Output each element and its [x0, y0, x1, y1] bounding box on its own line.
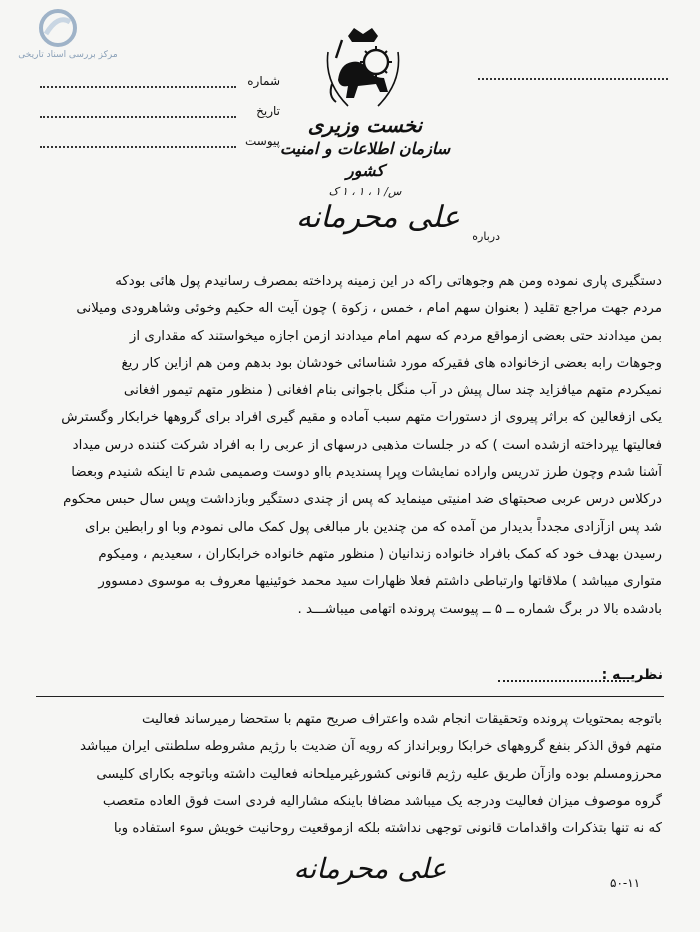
subject-label: درباره — [472, 230, 500, 243]
subject-value: علی محرمانه — [295, 200, 460, 235]
reference-fields — [40, 70, 280, 160]
archive-watermark — [8, 4, 128, 64]
organization-header — [260, 112, 470, 202]
body-text — [38, 268, 662, 623]
dotted-line — [40, 146, 236, 148]
body-line: فعالیتها یپرداخته ازشده است ) که در جلسات مذهبی درسهای از عربی را به افراد شرکت کننده درس میداد — [72, 437, 662, 453]
lion-and-sun-emblem-icon — [318, 22, 408, 112]
opinion-heading — [498, 667, 663, 683]
body-line: بادشده بالا در برگ شماره ــ ۵ ــ پیوست پرونده اتهامی میباشـــد . — [297, 601, 662, 617]
body-line: آشنا شدم وچون طرز تدریس واراده نمایشات وپرا پسندیدم بااو دوست وصمیمی شدم تا اینکه شنیدم وبعضا — [71, 465, 662, 481]
archive-logo-icon — [38, 8, 78, 48]
opinion-line: گروه موصوف میزان فعالیت ودرجه یک میباشد مضافا باینکه مشارالیه فردی است فوق العاده متعصب — [102, 793, 662, 809]
attachment-label: پیوست — [245, 134, 280, 148]
org-line-2: سازمان اطلاعات و امنیت کشور — [279, 139, 451, 180]
body-line: رسیدن بهدف خود که کمک بافراد خانواده زندانیان ( منظور متهم خانواده خرابکاران ، سعیدیم ، ومیکوم — [98, 546, 662, 562]
body-line: نمیکردم متهم میافزاید چند سال پیش در آب منگل باجوانی بنام افغانی ( منظور متهم تیمور افغانی — [123, 383, 662, 399]
dotted-line — [498, 680, 629, 682]
opinion-line: متهم فوق الذکر بنفع گروههای خرابکا روبرانداز که رویه آن ضدیت با رژیم مشروطه سلطنتی ایران میباشد — [80, 739, 662, 755]
dotted-line — [40, 116, 236, 118]
number-field — [40, 70, 280, 100]
body-line: درکلاس درس عربی صحبتهای ضد امنیتی مینماید که پس از چندی دستگیر وبازداشت وپس سال حبس محکوم — [63, 492, 662, 508]
body-line: دستگیری پاری نموده ومن هم وجوهاتی راکه در این زمینه پرداخته بمصرف رسانیدم پول هائی بودکه — [115, 274, 662, 289]
top-right-dotted-line — [478, 78, 668, 80]
body-line: متواری میباشد ) ملاقاتها وارتباطی داشتم فعلا ظهارات سید محمد خوئینیها معروف به موسوی دمسوور — [98, 574, 662, 590]
opinion-line: باتوجه بمحتویات پرونده وتحقیقات انجام شده واعتراف صریح متهم با ستحضا رمیرساند فعالیت — [141, 712, 662, 727]
org-code: س/ ۱ ، ۱ ، ۱ ک — [328, 185, 402, 198]
section-divider — [36, 696, 664, 697]
org-line-1: نخست وزیری — [307, 113, 423, 137]
body-line: یکی ازفعالین که براثر پیروی از دستورات متهم سبب آماده و مقیم گیری افراد برای گروهها خرابکار وگسترش — [61, 410, 662, 426]
opinion-line: که نه تنها بتذکرات واقدامات قانونی توجهی نداشته بلکه ازموقعیت روحانیت خویش سوء استفاده وبا — [113, 821, 662, 837]
watermark-text: مرکز بررسی اسناد تاریخی — [18, 50, 118, 60]
attachment-field — [40, 130, 280, 160]
handwritten-stamp: علی محرمانه — [293, 852, 447, 885]
body-line: شد پس ازآزادی مجدداً بدیدار من آمده که من چندین بار مبالغی پول کمک مالی نمودم وبا او رابطین برای — [85, 519, 662, 535]
date-label: تاریخ — [256, 104, 280, 118]
opinion-label: نظریــه : — [601, 667, 663, 683]
dotted-line — [40, 86, 236, 88]
body-line: مردم جهت مراجع تقلید ( بعنوان سهم امام ، خمس ، زکوة ) چون آیت اله حکیم وخوئی وشاهرودی ومیلانی — [76, 301, 662, 317]
opinion-text — [38, 706, 662, 842]
subject-field — [295, 200, 500, 250]
number-label: شماره — [247, 74, 280, 88]
page-number: ۵۰-۱۱ — [610, 876, 641, 890]
body-line: وجوهات رابه بعضی ازخانواده های فقیرکه مورد شناسائی خودشان بود بدهم ومن هم ازاین کار ریغ — [121, 355, 662, 371]
body-line: بمن میدادند حتی بعضی ازمواقع مردم که سهم امام میدادند ازمن اجازه میخواستند که مقداری از — [129, 328, 662, 344]
opinion-line: محرزومسلم بوده وازآن طریق علیه رژیم قانونی کشورغیرمیلحانه فعالیت داشته وباتوجه بکارای کلیسی — [96, 766, 662, 782]
date-field — [40, 100, 280, 130]
